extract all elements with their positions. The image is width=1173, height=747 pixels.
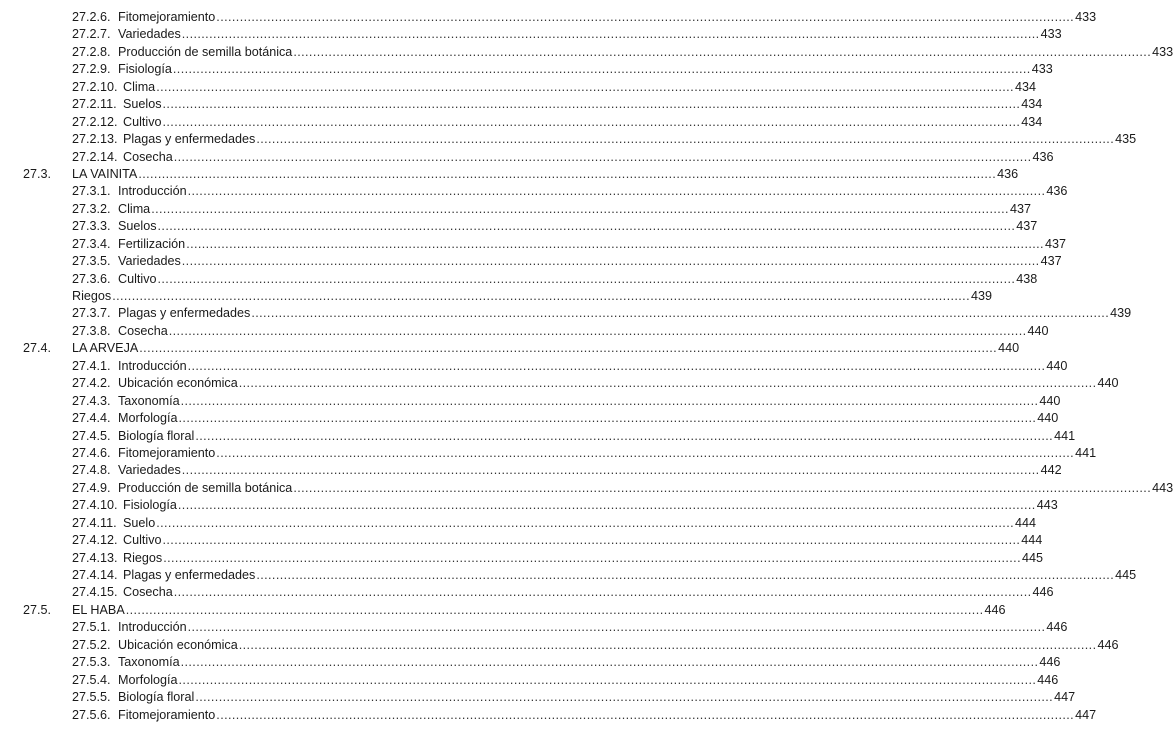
toc-entry-page-number: 447 bbox=[1075, 707, 1097, 722]
dot-leader: ............................................................................................................................................................................................................................ bbox=[125, 602, 984, 617]
dot-leader: ............................................................................................................................................................................................................................ bbox=[151, 201, 1009, 216]
toc-entry-number: 27.2.7. bbox=[72, 27, 111, 42]
toc-entry-page-number: 446 bbox=[1046, 620, 1068, 635]
toc-entry-body bbox=[118, 654, 1061, 671]
dot-leader: ............................................................................................................................................................................................................................ bbox=[157, 271, 1016, 286]
toc-entry-body bbox=[123, 584, 1054, 601]
dot-leader: ............................................................................................................................................................................................................................ bbox=[172, 62, 1031, 77]
toc-entry-title: Cosecha bbox=[123, 585, 173, 600]
toc-entry-body bbox=[118, 619, 1068, 636]
toc-entry-body bbox=[72, 166, 1019, 183]
toc-entry-title: Plagas y enfermedades bbox=[118, 306, 251, 321]
toc-entry-page-number: 439 bbox=[970, 289, 992, 303]
toc-entry-body bbox=[123, 515, 1037, 532]
toc-entry-row bbox=[0, 428, 1076, 445]
toc-entry-row bbox=[0, 497, 1058, 514]
toc-entry-title: Introducción bbox=[118, 184, 187, 199]
toc-entry-row bbox=[0, 183, 1068, 200]
toc-entry-page-number: 433 bbox=[1075, 10, 1097, 24]
toc-entry-page-number: 446 bbox=[1039, 655, 1061, 670]
toc-entry-title: Taxonomía bbox=[118, 393, 180, 408]
toc-entry-number: 27.2.13. bbox=[72, 132, 118, 147]
toc-entry-body bbox=[118, 201, 1031, 218]
toc-entry-page-number: 441 bbox=[1075, 445, 1097, 460]
toc-section-row bbox=[0, 340, 1020, 357]
toc-entry-page-number: 433 bbox=[1031, 62, 1053, 77]
toc-entry-body bbox=[118, 323, 1049, 340]
toc-entry-number: 27.5.6. bbox=[72, 707, 111, 722]
toc-entry-title: Variedades bbox=[118, 254, 181, 269]
toc-entry-number: 27.2.12. bbox=[72, 114, 118, 129]
toc-entry-page-number: 446 bbox=[1032, 585, 1054, 600]
toc-entry-body bbox=[123, 149, 1054, 166]
dot-leader: ............................................................................................................................................................................................................................ bbox=[173, 585, 1032, 600]
toc-entry-title: Ubicación económica bbox=[118, 637, 238, 652]
toc-entry-row bbox=[0, 79, 1036, 96]
toc-entry-body bbox=[118, 236, 1066, 253]
toc-entry-number: 27.3.7. bbox=[72, 306, 111, 321]
toc-entry-title: LA ARVEJA bbox=[72, 341, 139, 356]
toc-entry-row bbox=[0, 9, 1097, 26]
toc-entry-number: 27.2.9. bbox=[72, 62, 111, 77]
dot-leader: ............................................................................................................................................................................................................................ bbox=[251, 306, 1110, 321]
toc-entry-body bbox=[118, 672, 1059, 689]
toc-entry-row bbox=[0, 96, 1043, 113]
toc-entry-body bbox=[118, 218, 1038, 235]
toc-entry-body bbox=[118, 183, 1068, 200]
toc-entry-title: Fitomejoramiento bbox=[118, 445, 216, 460]
dot-leader: ............................................................................................................................................................................................................................ bbox=[162, 114, 1021, 129]
toc-entry-title: Riegos bbox=[123, 550, 163, 565]
toc-section-row bbox=[0, 602, 1006, 619]
toc-entry-title: Fisiología bbox=[123, 498, 177, 513]
toc-entry-number: 27.4.4. bbox=[72, 411, 111, 426]
dot-leader: ............................................................................................................................................................................................................................ bbox=[180, 393, 1039, 408]
toc-entry-number: 27.4.10. bbox=[72, 498, 118, 513]
toc-entry-body bbox=[123, 79, 1036, 96]
toc-entry-title: Plagas y enfermedades bbox=[123, 568, 256, 582]
toc-entry-page-number: 446 bbox=[1037, 672, 1059, 687]
toc-entry-page-number: 445 bbox=[1021, 550, 1043, 565]
toc-entry-title: Cultivo bbox=[123, 114, 162, 129]
toc-entry-page-number: 433 bbox=[1040, 27, 1062, 42]
toc-entry-page-number: 440 bbox=[1046, 358, 1068, 373]
toc-entry-page-number: 446 bbox=[984, 602, 1006, 617]
toc-entry-page-number: 436 bbox=[1032, 149, 1054, 164]
dot-leader: ............................................................................................................................................................................................................................ bbox=[157, 219, 1016, 234]
toc-entry-page-number: 443 bbox=[1036, 498, 1058, 513]
toc-entry-page-number: 439 bbox=[1110, 306, 1132, 321]
toc-entry-page-number: 434 bbox=[1014, 79, 1036, 94]
dot-leader: ............................................................................................................................................................................................................................ bbox=[186, 236, 1044, 251]
toc-entry-body bbox=[118, 707, 1097, 724]
toc-entry-number: 27.4.2. bbox=[72, 376, 111, 391]
dot-leader: ............................................................................................................................................................................................................................ bbox=[162, 97, 1021, 112]
toc-entry-page-number: 435 bbox=[1115, 132, 1137, 147]
toc-entry-title: Morfología bbox=[118, 411, 178, 426]
toc-entry-body bbox=[118, 358, 1068, 375]
toc-entry-title: Biología floral bbox=[118, 428, 195, 443]
toc-entry-number: 27.4.5. bbox=[72, 428, 111, 443]
toc-entry-title: Cosecha bbox=[123, 149, 173, 164]
toc-entry-title: Cultivo bbox=[118, 271, 157, 286]
dot-leader: ............................................................................................................................................................................................................................ bbox=[178, 411, 1037, 426]
dot-leader: ............................................................................................................................................................................................................................ bbox=[173, 149, 1032, 164]
toc-entry-row bbox=[0, 672, 1059, 689]
toc-entry-number: 27.4.8. bbox=[72, 463, 111, 478]
toc-entry-body bbox=[118, 375, 1119, 392]
toc-entry-row bbox=[0, 689, 1076, 706]
toc-entry-number: 27.4.13. bbox=[72, 550, 118, 565]
toc-entry-title: Clima bbox=[118, 201, 151, 216]
dot-leader: ............................................................................................................................................................................................................................ bbox=[187, 358, 1046, 373]
dot-leader: ............................................................................................................................................................................................................................ bbox=[181, 254, 1040, 269]
toc-entry-number: 27.4.9. bbox=[72, 480, 111, 495]
toc-entry-page-number: 445 bbox=[1115, 568, 1137, 582]
dot-leader: ............................................................................................................................................................................................................................ bbox=[238, 637, 1097, 652]
toc-entry-title: Introducción bbox=[118, 620, 187, 635]
toc-entry-number: 27.5.1. bbox=[72, 620, 111, 635]
toc-entry-row bbox=[0, 637, 1119, 654]
toc-entry-page-number: 446 bbox=[1097, 637, 1119, 652]
dot-leader: ............................................................................................................................................................................................................................ bbox=[139, 341, 998, 356]
toc-entry-page-number: 437 bbox=[1040, 254, 1062, 269]
toc-entry-number: 27.4.14. bbox=[72, 568, 118, 582]
toc-entry-title: Suelo bbox=[123, 515, 156, 530]
toc-entry-row bbox=[0, 532, 1043, 549]
toc-entry-page-number: 440 bbox=[998, 341, 1020, 356]
toc-entry-body bbox=[118, 480, 1173, 497]
toc-entry-body bbox=[123, 532, 1043, 549]
toc-entry-page-number: 440 bbox=[1037, 411, 1059, 426]
toc-entry-title: Producción de semilla botánica bbox=[118, 480, 293, 495]
toc-entry-body bbox=[118, 9, 1097, 26]
toc-entry-page-number: 442 bbox=[1040, 463, 1062, 478]
dot-leader: ............................................................................................................................................................................................................................ bbox=[178, 672, 1037, 687]
dot-leader: ............................................................................................................................................................................................................................ bbox=[293, 44, 1152, 59]
dot-leader: ............................................................................................................................................................................................................................ bbox=[138, 166, 997, 181]
toc-entry-row bbox=[0, 515, 1037, 532]
dot-leader: ............................................................................................................................................................................................................................ bbox=[112, 289, 970, 303]
dot-leader: ............................................................................................................................................................................................................................ bbox=[216, 707, 1075, 722]
toc-entry-title: Variedades bbox=[118, 27, 181, 42]
dot-leader: ............................................................................................................................................................................................................................ bbox=[181, 463, 1040, 478]
toc-entry-row bbox=[0, 131, 1137, 148]
toc-entry-number: 27.4.12. bbox=[72, 533, 118, 548]
toc-entry-number: 27.4.6. bbox=[72, 445, 111, 460]
toc-entry-page-number: 433 bbox=[1152, 44, 1173, 59]
toc-entry-title: Taxonomía bbox=[118, 655, 180, 670]
toc-entry-body bbox=[118, 689, 1076, 706]
toc-entry-title: Riegos bbox=[72, 289, 112, 303]
toc-entry-title: Fisiología bbox=[118, 62, 172, 77]
toc-entry-body bbox=[118, 445, 1097, 462]
toc-entry-title: Introducción bbox=[118, 358, 187, 373]
toc-entry-title: Plagas y enfermedades bbox=[123, 132, 256, 147]
toc-entry-body bbox=[118, 271, 1038, 288]
toc-entry-title: Cosecha bbox=[118, 323, 168, 338]
toc-entry-row bbox=[0, 445, 1097, 462]
dot-leader: ............................................................................................................................................................................................................................ bbox=[256, 568, 1115, 582]
toc-entry-body bbox=[123, 550, 1043, 567]
toc-entry-body bbox=[118, 428, 1076, 445]
dot-leader: ............................................................................................................................................................................................................................ bbox=[156, 79, 1014, 94]
dot-leader: ............................................................................................................................................................................................................................ bbox=[162, 533, 1021, 548]
toc-entry-row bbox=[0, 236, 1066, 253]
toc-entry-page-number: 436 bbox=[997, 166, 1019, 181]
toc-entry-title: Cultivo bbox=[123, 533, 162, 548]
toc-entry-title: EL HABA bbox=[72, 602, 125, 617]
toc-entry-number: 27.2.6. bbox=[72, 10, 111, 24]
toc-entry-page-number: 444 bbox=[1021, 533, 1043, 548]
toc-entry-title: Morfología bbox=[118, 672, 178, 687]
toc-entry-body bbox=[118, 410, 1059, 427]
toc-entry-page-number: 438 bbox=[1016, 271, 1038, 286]
toc-entry-row bbox=[0, 218, 1038, 235]
toc-entry-row bbox=[0, 410, 1059, 427]
toc-entry-number: 27.5.2. bbox=[72, 637, 111, 652]
toc-entry-row bbox=[0, 26, 1062, 43]
toc-entry-number: 27.3.4. bbox=[72, 236, 111, 251]
toc-entry-body bbox=[118, 462, 1062, 479]
dot-leader: ............................................................................................................................................................................................................................ bbox=[216, 10, 1075, 24]
toc-entry-title: Fitomejoramiento bbox=[118, 707, 216, 722]
dot-leader: ............................................................................................................................................................................................................................ bbox=[238, 376, 1097, 391]
toc-entry-body bbox=[118, 637, 1119, 654]
toc-entry-number: 27.3.2. bbox=[72, 201, 111, 216]
toc-entry-row bbox=[0, 393, 1061, 410]
toc-entry-page-number: 434 bbox=[1021, 97, 1043, 112]
dot-leader: ............................................................................................................................................................................................................................ bbox=[187, 184, 1046, 199]
toc-entry-body bbox=[123, 497, 1058, 514]
dot-leader: ............................................................................................................................................................................................................................ bbox=[180, 655, 1039, 670]
toc-entry-body bbox=[72, 602, 1006, 619]
toc-entry-number: 27.4.11. bbox=[72, 515, 117, 530]
toc-entry-number: 27.3.1. bbox=[72, 184, 111, 199]
toc-entry-row bbox=[0, 654, 1061, 671]
dot-leader: ............................................................................................................................................................................................................................ bbox=[163, 550, 1021, 565]
toc-entry-number: 27.3.6. bbox=[72, 271, 111, 286]
toc-entry-row bbox=[0, 271, 1038, 288]
dot-leader: ............................................................................................................................................................................................................................ bbox=[156, 515, 1014, 530]
toc-entry-row bbox=[0, 201, 1031, 218]
toc-entry-number: 27.4.1. bbox=[72, 358, 111, 373]
toc-entry-body bbox=[118, 44, 1173, 61]
toc-entry-page-number: 443 bbox=[1152, 480, 1173, 495]
toc-entry-body bbox=[72, 288, 992, 305]
toc-entry-page-number: 437 bbox=[1009, 201, 1031, 216]
toc-entry-body bbox=[123, 567, 1137, 584]
table-of-contents bbox=[0, 9, 1173, 724]
toc-entry-title: Variedades bbox=[118, 463, 181, 478]
toc-entry-row bbox=[0, 480, 1173, 497]
dot-leader: ............................................................................................................................................................................................................................ bbox=[168, 323, 1027, 338]
toc-entry-page-number: 447 bbox=[1054, 690, 1076, 705]
toc-entry-number: 27.2.11. bbox=[72, 97, 117, 112]
toc-entry-title: Producción de semilla botánica bbox=[118, 44, 293, 59]
toc-entry-page-number: 441 bbox=[1054, 428, 1076, 443]
toc-entry-row bbox=[0, 61, 1053, 78]
toc-entry-title: Suelos bbox=[123, 97, 162, 112]
toc-entry-title: LA VAINITA bbox=[72, 166, 138, 181]
toc-entry-page-number: 440 bbox=[1039, 393, 1061, 408]
toc-entry-row bbox=[0, 305, 1132, 322]
toc-entry-title: Ubicación económica bbox=[118, 376, 238, 391]
toc-entry-page-number: 440 bbox=[1097, 376, 1119, 391]
toc-entry-row bbox=[0, 288, 992, 305]
toc-entry-number: 27.2.10. bbox=[72, 79, 118, 94]
toc-entry-body bbox=[118, 393, 1061, 410]
dot-leader: ............................................................................................................................................................................................................................ bbox=[216, 445, 1075, 460]
toc-entry-body bbox=[123, 96, 1043, 113]
toc-entry-page-number: 444 bbox=[1015, 515, 1037, 530]
toc-entry-number: 27.2.8. bbox=[72, 44, 111, 59]
toc-entry-row bbox=[0, 567, 1137, 584]
dot-leader: ............................................................................................................................................................................................................................ bbox=[256, 132, 1115, 147]
toc-entry-row bbox=[0, 462, 1062, 479]
toc-entry-page-number: 437 bbox=[1016, 219, 1038, 234]
toc-entry-page-number: 434 bbox=[1021, 114, 1043, 129]
toc-entry-number: 27.4.3. bbox=[72, 393, 111, 408]
toc-entry-body bbox=[118, 61, 1053, 78]
toc-entry-row bbox=[0, 149, 1054, 166]
toc-entry-title: Fertilización bbox=[118, 236, 186, 251]
toc-entry-body bbox=[118, 26, 1062, 43]
toc-entry-page-number: 437 bbox=[1044, 236, 1066, 251]
toc-entry-row bbox=[0, 323, 1049, 340]
toc-section-row bbox=[0, 166, 1019, 183]
toc-entry-row bbox=[0, 114, 1043, 131]
dot-leader: ............................................................................................................................................................................................................................ bbox=[195, 690, 1054, 705]
toc-entry-body bbox=[123, 114, 1043, 131]
toc-entry-number: 27.4.15. bbox=[72, 585, 118, 600]
toc-entry-number: 27.3. bbox=[23, 166, 52, 181]
toc-entry-row bbox=[0, 584, 1054, 601]
toc-entry-row bbox=[0, 253, 1062, 270]
toc-entry-body bbox=[118, 253, 1062, 270]
toc-entry-body bbox=[123, 131, 1137, 148]
toc-entry-number: 27.5.4. bbox=[72, 672, 111, 687]
toc-entry-body bbox=[72, 340, 1020, 357]
toc-entry-number: 27.3.3. bbox=[72, 219, 111, 234]
toc-entry-number: 27.5.3. bbox=[72, 655, 111, 670]
dot-leader: ............................................................................................................................................................................................................................ bbox=[177, 498, 1036, 513]
toc-entry-row bbox=[0, 619, 1068, 636]
toc-entry-number: 27.5.5. bbox=[72, 690, 111, 705]
toc-entry-title: Biología floral bbox=[118, 690, 195, 705]
dot-leader: ............................................................................................................................................................................................................................ bbox=[187, 620, 1046, 635]
toc-entry-body bbox=[118, 305, 1132, 322]
toc-entry-row bbox=[0, 44, 1173, 61]
toc-entry-title: Clima bbox=[123, 79, 156, 94]
toc-entry-row bbox=[0, 358, 1068, 375]
toc-entry-number: 27.5. bbox=[23, 602, 52, 617]
toc-entry-number: 27.3.5. bbox=[72, 254, 111, 269]
toc-entry-number: 27.4. bbox=[23, 341, 52, 356]
dot-leader: ............................................................................................................................................................................................................................ bbox=[195, 428, 1054, 443]
toc-entry-title: Fitomejoramiento bbox=[118, 10, 216, 24]
toc-entry-title: Suelos bbox=[118, 219, 157, 234]
dot-leader: ............................................................................................................................................................................................................................ bbox=[293, 480, 1152, 495]
toc-entry-page-number: 436 bbox=[1046, 184, 1068, 199]
toc-entry-number: 27.2.14. bbox=[72, 149, 118, 164]
toc-entry-row bbox=[0, 550, 1043, 567]
toc-entry-row bbox=[0, 707, 1097, 724]
dot-leader: ............................................................................................................................................................................................................................ bbox=[181, 27, 1040, 42]
toc-entry-number: 27.3.8. bbox=[72, 323, 111, 338]
toc-entry-row bbox=[0, 375, 1119, 392]
toc-entry-page-number: 440 bbox=[1027, 323, 1049, 338]
